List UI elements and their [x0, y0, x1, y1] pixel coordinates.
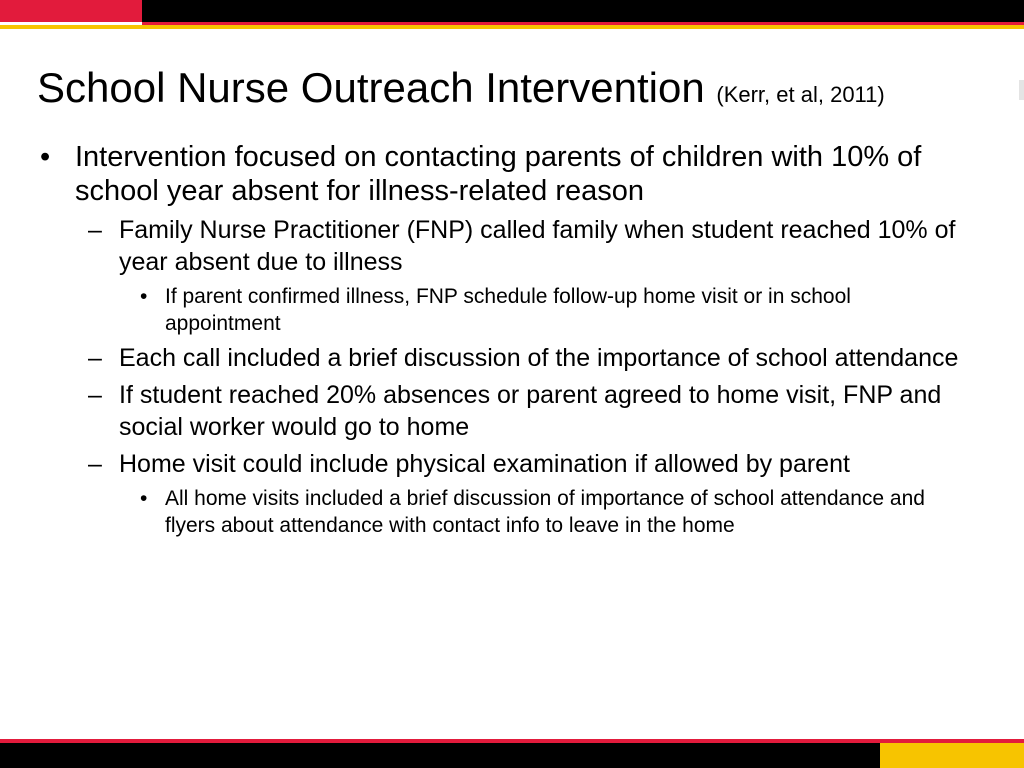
slide-title	[37, 62, 1007, 121]
bullet-text: Family Nurse Practitioner (FNP) called family when student reached 10% of year absent due to illness	[119, 216, 956, 276]
bullet-item-1	[40, 140, 970, 208]
bullet-item-2	[40, 214, 970, 278]
bullet-text: All home visits included a brief discussion of importance of school attendance and flyers about attendance with contact info to leave in the home	[165, 487, 925, 537]
bullet-text: If student reached 20% absences or parent agreed to home visit, FNP and social worker would go to home	[119, 381, 942, 441]
bullet-marker: •	[140, 285, 148, 308]
dash-marker: –	[88, 216, 102, 244]
bullet-text: If parent confirmed illness, FNP schedule follow-up home visit or in school appointment	[165, 285, 851, 335]
bottom-band-black-bar	[0, 743, 880, 768]
dash-marker: –	[88, 381, 102, 409]
bullet-text: Intervention focused on contacting parents of children with 10% of school year absent for illness-related reason	[75, 141, 922, 207]
top-band-red-block	[0, 0, 142, 22]
bullet-item-6	[40, 448, 970, 480]
bullet-item-4	[40, 342, 970, 374]
slide-title-text: School Nurse Outreach Intervention	[37, 64, 705, 111]
bullet-list	[40, 140, 970, 544]
bullet-marker: •	[40, 141, 51, 173]
top-band-yellow-line	[0, 25, 1024, 29]
dash-marker: –	[88, 344, 102, 372]
bullet-item-3	[40, 283, 970, 337]
bottom-band-yellow-block	[880, 743, 1024, 768]
top-decorative-band	[0, 0, 1024, 30]
bottom-decorative-band	[0, 737, 1024, 768]
slide-citation: (Kerr, et al, 2011)	[716, 82, 885, 107]
bullet-text: Each call included a brief discussion of the importance of school attendance	[119, 344, 959, 372]
dash-marker: –	[88, 450, 102, 478]
title-edge-mark	[1019, 80, 1024, 100]
top-band-black-bar	[142, 0, 1024, 22]
bullet-marker: •	[140, 487, 148, 510]
bullet-item-5	[40, 379, 970, 443]
bullet-text: Home visit could include physical examination if allowed by parent	[119, 450, 850, 478]
bullet-item-7	[40, 485, 970, 539]
